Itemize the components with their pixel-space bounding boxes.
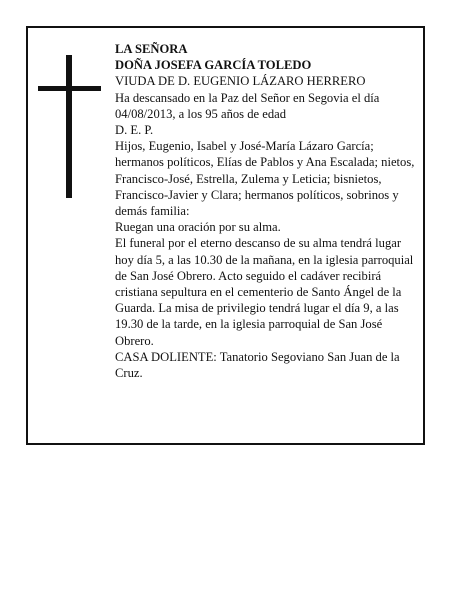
obituary-heading: LA SEÑORA xyxy=(115,42,188,56)
mourning-house-line: CASA DOLIENTE: Tanatorio Segoviano San Juan de la Cruz. xyxy=(115,349,400,381)
cross-icon xyxy=(38,55,101,198)
deceased-name: DOÑA JOSEFA GARCÍA TOLEDO xyxy=(115,58,312,73)
dep-line: D. E. P. xyxy=(115,123,154,138)
prayer-line: Ruegan una oración por su alma. xyxy=(115,220,281,235)
rested-line: Ha descansado en la Paz del Señor en Segovia el día 04/08/2013, a los 95 años de edad xyxy=(115,90,380,121)
cross-vertical-bar xyxy=(66,55,72,198)
obituary-text xyxy=(115,41,418,381)
family-paragraph: Hijos, Eugenio, Isabel y José-María Lázaro García; hermanos políticos, Elías de Pablos y Ana Escalada; nietos, Francisco-José, Estrella, Zulema y Leticia; bisnietos, Francisco-Javier y Clara; hermanos políticos, sobrinos y demás familia: xyxy=(115,139,415,219)
obituary-notice xyxy=(26,26,425,445)
funeral-paragraph: El funeral por el eterno descanso de su alma tendrá lugar hoy día 5, a las 10.30 de la mañana, en la iglesia parroquial de San José Obrero. Acto seguido el cadáver recibirá cristiana sepultura en el cementerio de Santo Ángel de la Guarda. La misa de privilegio tendrá lugar el día 9, a las 19.30 de la tarde, en la iglesia parroquial de San José Obrero. xyxy=(115,236,414,348)
cross-horizontal-bar xyxy=(38,86,101,91)
widow-line: VIUDA DE D. EUGENIO LÁZARO HERRERO xyxy=(115,74,366,89)
